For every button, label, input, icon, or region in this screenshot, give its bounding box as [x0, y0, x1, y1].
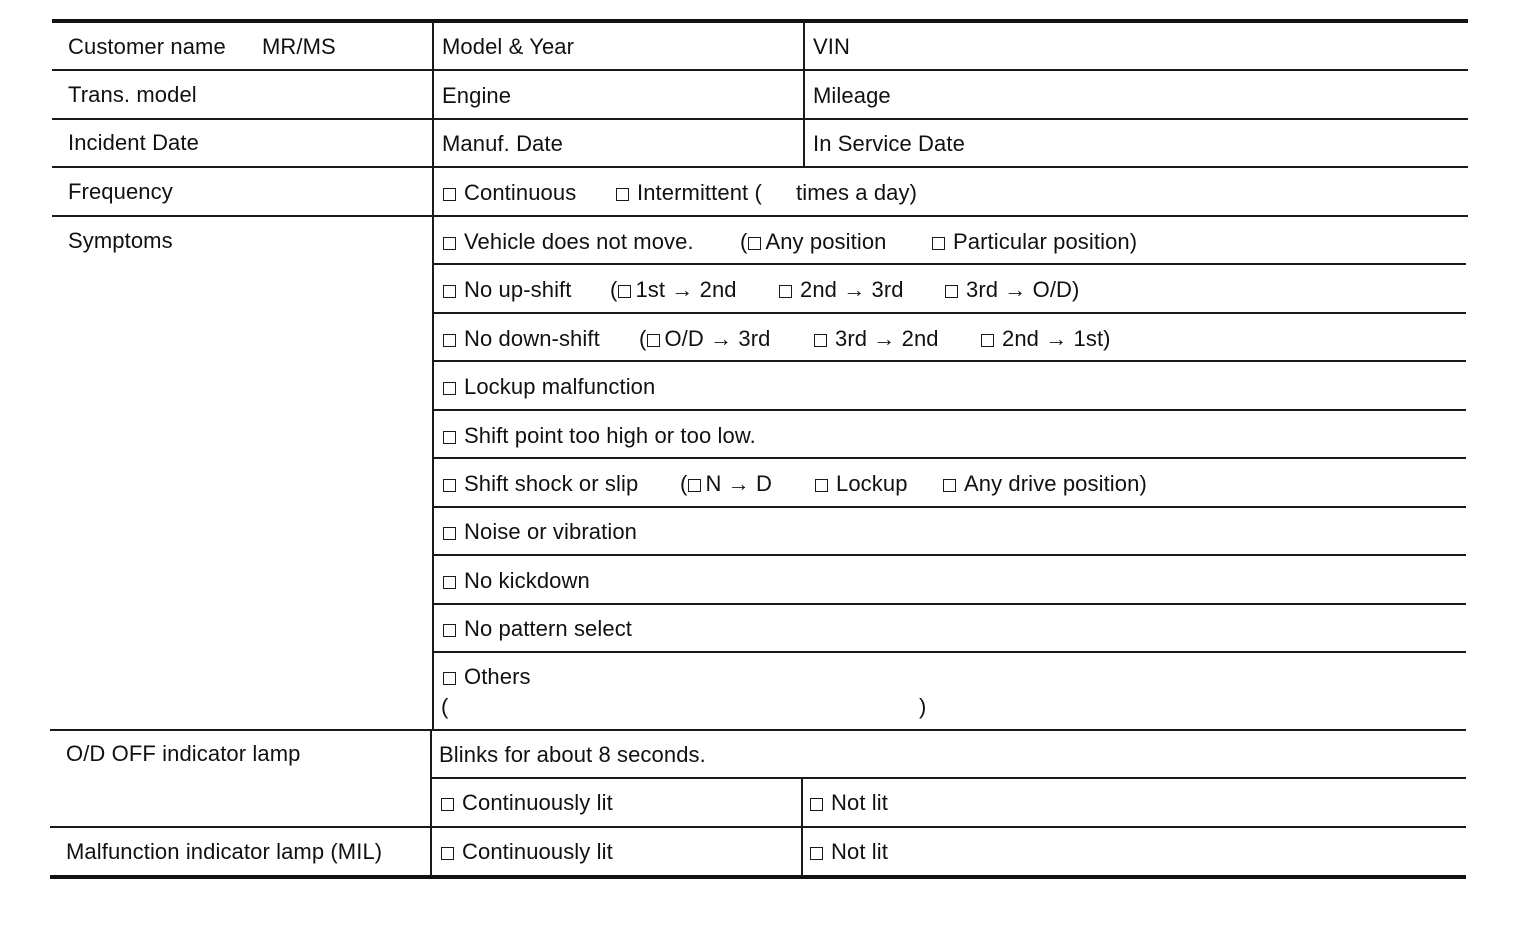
od-off-continuously-lit-option[interactable]: Continuously lit [441, 790, 613, 816]
symptom-no-downshift[interactable]: No down-shift [443, 326, 600, 352]
checkbox[interactable] [443, 188, 456, 201]
row-divider [52, 215, 1468, 217]
downshift-3rd-2nd-option[interactable]: 3rd → 2nd [814, 326, 939, 352]
particular-position-option[interactable]: Particular position) [932, 229, 1137, 255]
checkbox[interactable] [810, 798, 823, 811]
manuf-date-label: Manuf. Date [442, 131, 563, 156]
column-divider [430, 729, 432, 876]
checkbox[interactable] [945, 285, 958, 298]
mr-ms-label: MR/MS [262, 34, 336, 59]
times-a-day-label: times a day) [796, 180, 918, 205]
symptom-no-pattern-select[interactable]: No pattern select [443, 616, 632, 642]
row-divider [52, 69, 1468, 71]
od-off-not-lit-option[interactable]: Not lit [810, 790, 888, 816]
any-position-option[interactable]: ( Any position [740, 229, 887, 254]
od-off-lamp-label: O/D OFF indicator lamp [66, 741, 301, 766]
row-divider [50, 729, 1466, 731]
bottom-border [50, 875, 1466, 879]
symptom-no-kickdown[interactable]: No kickdown [443, 568, 590, 594]
row-divider [432, 360, 1466, 362]
row-divider [50, 826, 1466, 828]
row-divider [432, 651, 1466, 653]
column-divider [801, 777, 803, 876]
checkbox[interactable] [943, 479, 956, 492]
frequency-continuous-option[interactable]: Continuous [443, 180, 576, 206]
row-divider [432, 603, 1466, 605]
checkbox[interactable] [443, 431, 456, 444]
symptom-shift-shock[interactable]: Shift shock or slip [443, 471, 638, 497]
trans-model-label: Trans. model [68, 82, 197, 107]
mileage-label: Mileage [813, 83, 891, 108]
upshift-1st-2nd-option[interactable]: ( 1st → 2nd [610, 277, 737, 302]
checkbox[interactable] [443, 479, 456, 492]
row-divider [432, 457, 1466, 459]
shift-shock-n-d-option[interactable]: ( N → D [680, 471, 772, 496]
upshift-3rd-od-option[interactable]: 3rd → O/D) [945, 277, 1079, 303]
row-divider [432, 554, 1466, 556]
checkbox[interactable] [748, 237, 761, 250]
checkbox[interactable] [688, 479, 701, 492]
incident-date-label: Incident Date [68, 130, 199, 155]
vin-label: VIN [813, 34, 850, 59]
checkbox[interactable] [443, 334, 456, 347]
checkbox[interactable] [932, 237, 945, 250]
symptom-noise-vibration[interactable]: Noise or vibration [443, 519, 637, 545]
checkbox[interactable] [443, 672, 456, 685]
row-divider [430, 777, 1466, 779]
checkbox[interactable] [443, 527, 456, 540]
checkbox[interactable] [441, 847, 454, 860]
checkbox[interactable] [810, 847, 823, 860]
row-divider [432, 506, 1466, 508]
mil-lamp-label: Malfunction indicator lamp (MIL) [66, 839, 383, 864]
mil-not-lit-option[interactable]: Not lit [810, 839, 888, 865]
row-divider [432, 409, 1466, 411]
diagnostic-worksheet [50, 19, 1468, 879]
others-close-paren: ) [919, 694, 927, 719]
symptom-lockup-malfunction[interactable]: Lockup malfunction [443, 374, 655, 400]
frequency-intermittent-option[interactable]: Intermittent ( [616, 180, 762, 206]
column-divider [432, 21, 434, 731]
shift-shock-lockup-option[interactable]: Lockup [815, 471, 908, 497]
upshift-2nd-3rd-option[interactable]: 2nd → 3rd [779, 277, 904, 303]
checkbox[interactable] [441, 798, 454, 811]
row-divider [432, 312, 1466, 314]
symptom-no-upshift[interactable]: No up-shift [443, 277, 571, 303]
row-divider [52, 166, 1468, 168]
checkbox[interactable] [618, 285, 631, 298]
shift-shock-any-drive-option[interactable]: Any drive position) [943, 471, 1147, 497]
checkbox[interactable] [815, 479, 828, 492]
downshift-2nd-1st-option[interactable]: 2nd → 1st) [981, 326, 1111, 352]
top-border [52, 19, 1468, 23]
checkbox[interactable] [443, 237, 456, 250]
symptom-vehicle-not-move[interactable]: Vehicle does not move. [443, 229, 694, 255]
checkbox[interactable] [616, 188, 629, 201]
downshift-od-3rd-option[interactable]: ( O/D → 3rd [639, 326, 771, 351]
row-divider [432, 263, 1466, 265]
checkbox[interactable] [443, 285, 456, 298]
checkbox[interactable] [779, 285, 792, 298]
row-divider [52, 118, 1468, 120]
model-year-label: Model & Year [442, 34, 575, 59]
symptom-shift-point[interactable]: Shift point too high or too low. [443, 423, 756, 449]
in-service-date-label: In Service Date [813, 131, 965, 156]
checkbox[interactable] [814, 334, 827, 347]
symptoms-label: Symptoms [68, 228, 173, 253]
checkbox[interactable] [443, 576, 456, 589]
checkbox[interactable] [443, 382, 456, 395]
checkbox[interactable] [443, 624, 456, 637]
frequency-label: Frequency [68, 179, 173, 204]
others-open-paren: ( [441, 694, 449, 719]
symptom-others[interactable]: Others [443, 664, 531, 690]
mil-continuously-lit-option[interactable]: Continuously lit [441, 839, 613, 865]
checkbox[interactable] [981, 334, 994, 347]
od-off-blinks-label: Blinks for about 8 seconds. [439, 742, 706, 767]
checkbox[interactable] [647, 334, 660, 347]
engine-label: Engine [442, 83, 512, 108]
customer-name-label: Customer name [68, 34, 226, 59]
column-divider [803, 21, 805, 167]
